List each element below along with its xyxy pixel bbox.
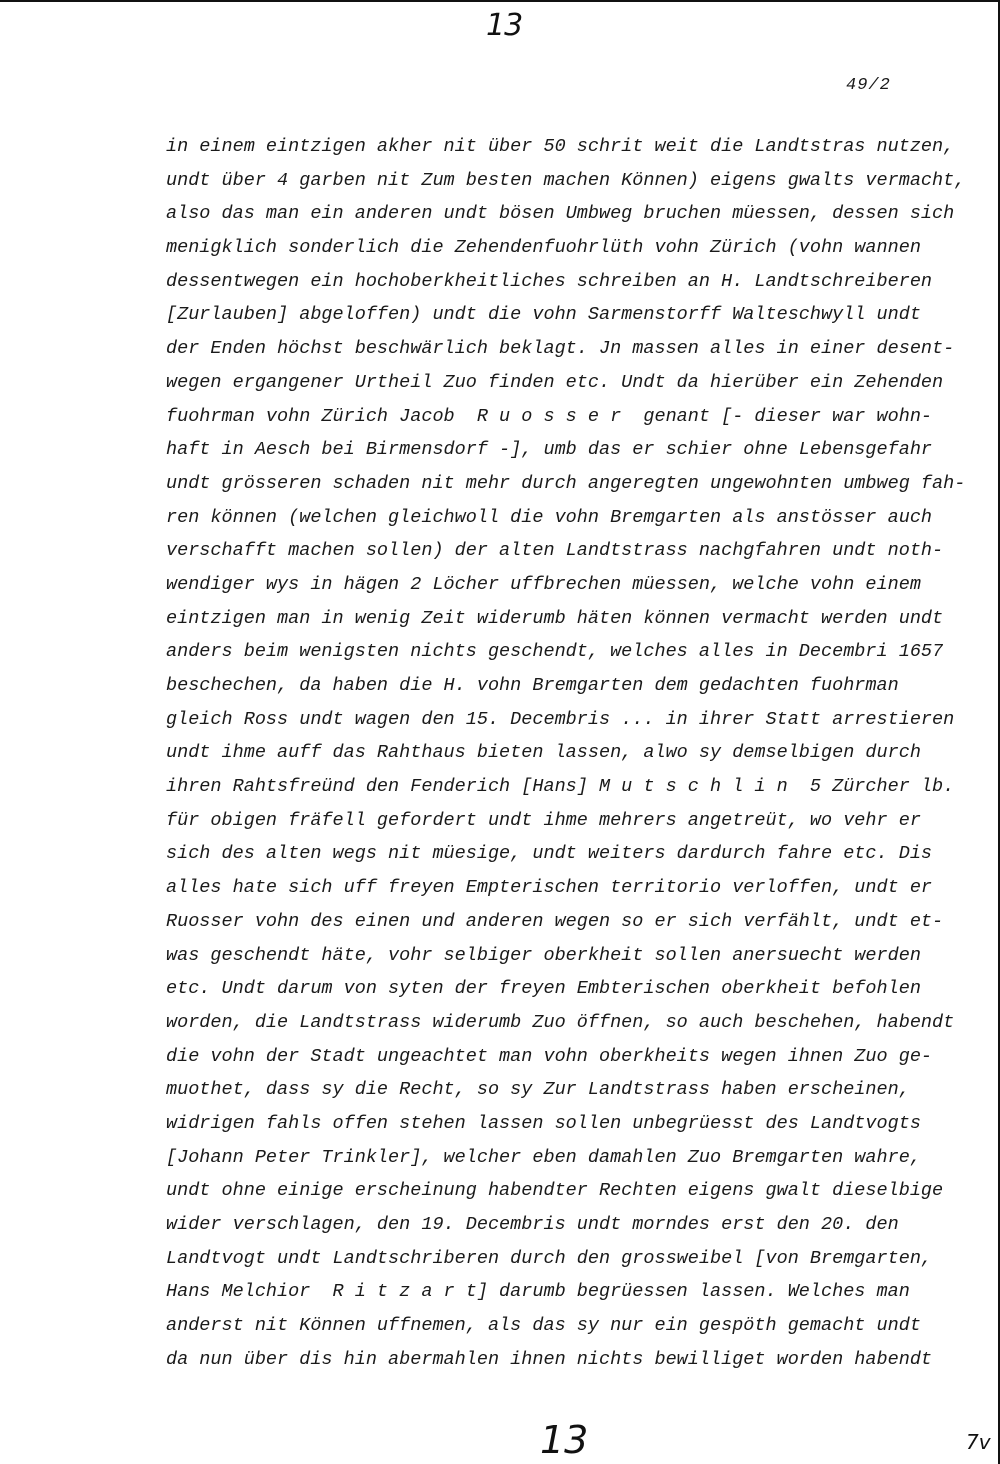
text-line: undt ihme auff das Rahthaus bieten lassen, alwo sy demselbigen durch (166, 742, 921, 764)
handwritten-corner-mark: 7v (966, 1430, 991, 1454)
text-line: die vohn der Stadt ungeachtet man vohn oberkheits wegen ihnen Zuo ge- (166, 1045, 933, 1067)
text-line: [Johann Peter Trinkler], welcher eben damahlen Zuo Bremgarten wahre, (166, 1146, 921, 1168)
text-line: Ruosser vohn des einen und anderen wegen so er sich verfählt, undt et- (166, 910, 944, 932)
text-line: eintzigen man in wenig Zeit widerumb häten können vermacht werden undt (166, 607, 944, 629)
text-line: für obigen fräfell gefordert undt ihme mehrers angetreüt, wo vehr er (166, 809, 921, 831)
text-line: verschafft machen sollen) der alten Landtstrass nachgfahren undt noth- (166, 540, 944, 562)
document-text-body (166, 130, 966, 1376)
text-line: beschechen, da haben die H. vohn Bremgarten dem gedachten fuohrman (166, 675, 899, 696)
text-line: gleich Ross undt wagen den 15. Decembris ... in ihrer Statt arrestieren (166, 708, 955, 730)
text-line: wider verschlagen, den 19. Decembris undt morndes erst den 20. den (166, 1214, 899, 1235)
text-line: wendiger wys in hägen 2 Löcher uffbrechen müessen, welche vohn einem (166, 573, 921, 595)
text-line: haft in Aesch bei Birmensdorf -], umb das er schier ohne Lebensgefahr (166, 439, 933, 461)
text-line: also das man ein anderen undt bösen Umbweg bruchen müessen, dessen sich (166, 203, 955, 225)
text-line: ren können (welchen gleichwoll die vohn Bremgarten als anstösser auch (166, 506, 933, 528)
text-line: undt über 4 garben nit Zum besten machen Können) eigens gwalts vermacht, (166, 169, 966, 191)
text-line: menigklich sonderlich die Zehendenfuohrlüth vohn Zürich (vohn wannen (166, 237, 921, 259)
handwritten-page-number-bottom: 13 (540, 1418, 589, 1462)
text-line: muothet, dass sy die Recht, so sy Zur Landtstrass haben erscheinen, (166, 1079, 910, 1101)
handwritten-page-number-top: 13 (486, 8, 523, 43)
text-line: Hans Melchior R i t z a r t] darumb begrüessen lassen. Welches man (166, 1281, 910, 1303)
text-line: der Enden höchst beschwärlich beklagt. Jn massen alles in einer desent- (166, 338, 955, 360)
text-line: alles hate sich uff freyen Empterischen territorio verloffen, undt er (166, 877, 933, 899)
text-line: widrigen fahls offen stehen lassen sollen unbegrüesst des Landtvogts (166, 1112, 921, 1134)
text-line: da nun über dis hin abermahlen ihnen nichts bewilliget worden habendt (166, 1348, 933, 1370)
text-line: undt ohne einige erscheinung habendter Rechten eigens gwalt dieselbige (166, 1180, 944, 1202)
text-line: etc. Undt darum von syten der freyen Embterischen oberkheit befohlen (166, 978, 921, 1000)
text-line: ihren Rahtsfreünd den Fenderich [Hans] M u t s c h l i n 5 Zürcher lb. (166, 776, 955, 798)
text-line: worden, die Landtstrass widerumb Zuo öffnen, so auch beschehen, habendt (166, 1011, 955, 1033)
text-line: wegen ergangener Urtheil Zuo finden etc. Undt da hierüber ein Zehenden (166, 371, 944, 393)
text-line: undt grösseren schaden nit mehr durch angeregten ungewohnten umbweg fah- (166, 472, 966, 494)
text-line: was geschendt häte, vohr selbiger oberkheit sollen anersuecht werden (166, 944, 921, 966)
text-line: fuohrman vohn Zürich Jacob R u o s s e r genant [- dieser war wohn- (166, 405, 933, 427)
folio-reference: 49/2 (846, 76, 891, 95)
text-line: anders beim wenigsten nichts geschendt, welches alles in Decembri 1657 (166, 641, 944, 663)
text-line: in einem eintzigen akher nit über 50 schrit weit die Landtstras nutzen, (166, 136, 955, 157)
text-line: sich des alten wegs nit müesige, undt weiters dardurch fahre etc. Dis (166, 843, 933, 865)
text-line: Landtvogt undt Landtschriberen durch den grossweibel [von Bremgarten, (166, 1247, 933, 1269)
text-line: [Zurlauben] abgeloffen) undt die vohn Sarmenstorff Walteschwyll undt (166, 304, 921, 326)
text-line: dessentwegen ein hochoberkheitliches schreiben an H. Landtschreiberen (166, 270, 933, 292)
text-line: anderst nit Können uffnemen, als das sy nur ein gespöth gemacht undt (166, 1315, 921, 1337)
